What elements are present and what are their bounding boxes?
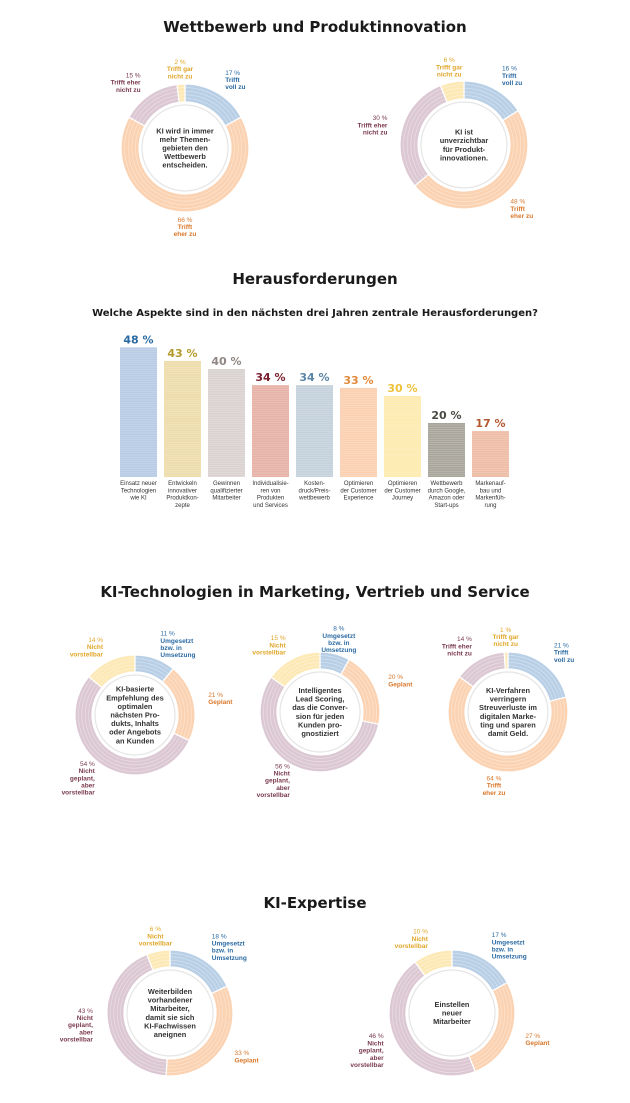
section-title-wettbewerb: Wettbewerb und Produktinnovation [163,18,467,36]
bar-value-3: 34 % [255,371,286,385]
donut-label-e1-2: 43 % Nicht geplant, aber vorstellbar [59,1007,93,1044]
bar-value-2: 40 % [211,355,242,368]
donut-center-text-e2: Einstellen neuer Mitarbeiter [433,999,471,1027]
bar-category-label-8: Markenauf-bau und Markenfüh-rung [475,481,506,509]
donut-label-t2-1: 20 % Geplant [388,674,413,689]
bar-category-label-4: Kosten-druck/Preis-wettbewerb [298,481,331,502]
donut-label-t3-3: 1 % Trifft gar nicht zu [492,626,519,649]
donut-label-t1-3: 14 % Nicht vorstellbar [69,636,104,659]
donut-w1 [111,59,249,238]
donut-t3 [442,627,574,797]
bar-category-label-5: Optimieren der Customer Experience [340,481,377,502]
bar-6 [384,396,421,477]
donut-center-text-w1: KI wird in immer mehr Themen-gebieten den Wettbewerb entscheiden. [156,126,214,170]
bar-category-label-6: Optimieren der Customer Journey [384,481,421,502]
donut-label-t1-1: 21 % Geplant [208,692,233,707]
donut-label-e2-0: 17 % Umgesetzt bzw. in Umsetzung [491,932,527,961]
bar-category-label-0: Einsatz neuer Technologien wie KI [120,481,157,502]
donut-label-t2-2: 56 % Nicht geplant, aber vorstellbar [256,763,290,800]
donut-label-e2-1: 27 % Geplant [525,1032,550,1048]
section-title-technologien: KI-Technologien in Marketing, Vertrieb und Service [100,583,530,601]
bar-value-1: 43 % [167,346,198,360]
bar-category-label-7: Wettbewerb durch Google, Amazon oder Start-ups [427,481,466,509]
bar-value-6: 30 % [387,382,418,395]
donut-label-w1-3: 2 % Trifft gar nicht zu [166,58,194,81]
donut-label-t3-2: 14 % Trifft eher nicht zu [441,636,472,658]
donut-center-text-t3: KI-Verfahren verringern Streuverluste im digitalen Marke-ting und sparen damit Geld. [479,686,537,738]
donut-t2 [252,626,413,800]
donut-e2 [350,929,550,1076]
donut-label-w2-0: 16 % Trifft voll zu [502,65,523,87]
donut-e1 [60,926,260,1076]
donut-label-e2-3: 10 % Nicht vorstellbar [394,928,428,951]
donut-label-t2-3: 15 % Nicht vorstellbar [252,635,286,657]
bar-chart [120,333,509,509]
donut-slice-t3-3 [504,652,508,669]
donut-label-t3-0: 21 % Trifft voll zu [553,642,575,664]
bar-5 [340,388,377,477]
donut-label-w1-1: 66 % Trifft eher zu [173,216,197,239]
donut-label-e1-0: 18 % Umgesetzt bzw. in Umsetzung [211,933,247,962]
bar-value-7: 20 % [431,409,462,422]
bar-value-5: 33 % [343,373,374,387]
section-title-expertise: KI-Expertise [263,894,367,912]
donut-label-e1-1: 33 % Geplant [234,1050,259,1065]
bar-category-label-3: Individualisie-ren von Produkten und Services [252,481,289,509]
donut-label-t1-2: 54 % Nicht geplant, aber vorstellbar [61,760,95,797]
donut-center-text-w2: KI ist unverzichtbar für Produkt-innovationen. [439,127,489,163]
section-title-herausforderungen: Herausforderungen [232,270,398,288]
donut-label-w2-3: 6 % Trifft gar nicht zu [436,57,463,79]
donut-center-text-t2: Intelligentes Lead Scoring, das die Conver-sion für jeden Kunden pro-gnostiziert [292,686,348,738]
donut-label-t2-0: 8 % Umgesetzt bzw. in Umsetzung [321,625,357,655]
donut-label-t3-1: 64 % Trifft eher zu [482,775,506,797]
bar-value-0: 48 % [123,333,154,347]
donut-label-w2-1: 48 % Trifft eher zu [510,198,534,221]
donut-label-w2-2: 30 % Trifft eher nicht zu [357,115,388,137]
donut-label-e1-3: 6 % Nicht vorstellbar [138,926,173,948]
donut-label-w1-0: 17 % Trifft voll zu [225,69,246,92]
donut-label-e2-2: 46 % Nicht geplant, aber vorstellbar [350,1033,384,1069]
donut-label-t1-0: 11 % Umgesetzt bzw. in Umsetzung [160,630,196,660]
bar-category-label-2: Gewinnen qualifizierter Mitarbeiter [210,481,243,502]
bar-chart-subtitle: Welche Aspekte sind in den nächsten drei Jahren zentrale Herausforderungen? [92,308,538,319]
donut-label-w1-2: 15 % Trifft eher nicht zu [110,72,141,94]
bar-8 [472,431,509,477]
donut-center-text-t1: KI-basierte Empfehlung des optimalen nächsten Pro-dukts, Inhalts oder Angebots an Kunden [106,684,164,746]
donut-center-text-e1: Weiterbilden vorhandener Mitarbeiter, damit sie sich KI-Fachwissen aneignen [144,987,196,1039]
bar-value-4: 34 % [299,371,330,385]
donut-w2 [357,57,533,220]
bar-value-8: 17 % [475,417,506,431]
bar-2 [208,369,245,477]
donut-t1 [62,631,234,797]
bar-category-label-1: Entwickeln innovativer Produktkon-zepte [166,481,199,509]
